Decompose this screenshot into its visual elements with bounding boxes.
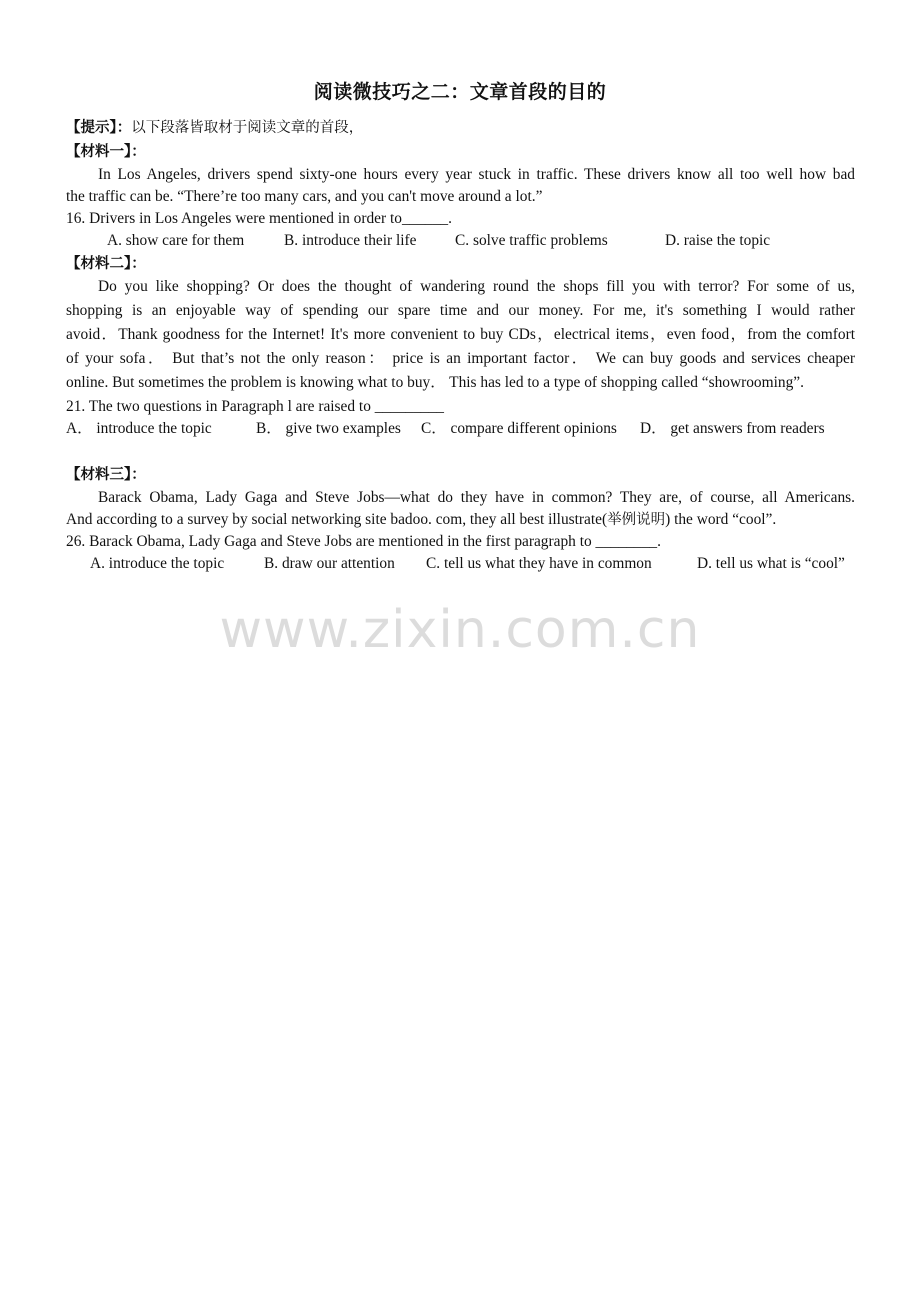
q16-option-d: D. raise the topic xyxy=(665,232,771,249)
material1-para-line-2: the traffic can be. “There’re too many cars, and you can't move around a lot.” xyxy=(66,188,543,205)
question-16: 16. Drivers in Los Angeles were mentioned in order to______. xyxy=(66,210,452,227)
watermark-text: www.zixin.com.cn xyxy=(219,600,701,660)
q26-option-a: A. introduce the topic xyxy=(90,555,225,572)
material2-para-line-4: of your sofa． But that’s not the only reason： price is an important factor． We can buy goods and services cheaper xyxy=(66,350,855,367)
material1-label: 【材料一】： xyxy=(66,144,146,160)
material3-para-line-2-end: ) the word “cool”. xyxy=(665,511,777,528)
q16-option-b: B. introduce their life xyxy=(284,232,417,249)
q16-option-c: C. solve traffic problems xyxy=(455,232,608,249)
material1-para-line-1: In Los Angeles, drivers spend sixty-one hours every year stuck in traffic. These drivers know all too well how bad xyxy=(98,166,855,183)
material2-para-line-1: Do you like shopping? Or does the thought of wandering round the shops fill you with terror? For some of us, xyxy=(98,278,855,295)
material3-cn-gloss: 举例说明 xyxy=(607,512,666,528)
hint-text: 以下段落皆取材于阅读文章的首段， xyxy=(131,120,364,136)
q26-option-b: B. draw our attention xyxy=(264,555,395,572)
q21-option-d: D． get answers from readers xyxy=(640,420,825,437)
question-21: 21. The two questions in Paragraph l are raised to _________ xyxy=(66,398,444,415)
q26-option-c: C. tell us what they have in common xyxy=(426,555,652,572)
q21-option-b: B． give two examples xyxy=(256,420,401,437)
q21-option-a: A． introduce the topic xyxy=(66,420,212,437)
material3-label: 【材料三】： xyxy=(66,467,146,483)
material2-label: 【材料二】： xyxy=(66,256,146,272)
page-title: 阅读微技巧之二：文章首段的目的 xyxy=(313,81,607,103)
material3-para-line-2-start: And according to a survey by social networking site badoo. com, they all best illustrate( xyxy=(66,511,608,528)
material2-para-line-2: shopping is an enjoyable way of spending our spare time and our money. For me, it's something I would rather xyxy=(66,302,855,319)
material3-para-line-1: Barack Obama, Lady Gaga and Steve Jobs—what do they have in common? They are, of course, all Americans. xyxy=(98,489,855,506)
q26-option-d: D. tell us what is “cool” xyxy=(697,555,845,572)
q21-option-c: C． compare different opinions xyxy=(421,420,617,437)
hint-label: 【提示】： xyxy=(66,120,132,136)
material3-para-line-2 xyxy=(66,510,855,530)
question-26: 26. Barack Obama, Lady Gaga and Steve Jobs are mentioned in the first paragraph to ________. xyxy=(66,533,661,550)
hint-line xyxy=(66,118,855,138)
q16-option-a: A. show care for them xyxy=(107,232,245,249)
material2-para-line-3: avoid．Thank goodness for the Internet! It's more convenient to buy CDs，electrical items，even food，from the comfort xyxy=(66,326,855,343)
material2-para-line-5: online. But sometimes the problem is knowing what to buy． This has led to a type of shopping called “showrooming”. xyxy=(66,374,804,391)
